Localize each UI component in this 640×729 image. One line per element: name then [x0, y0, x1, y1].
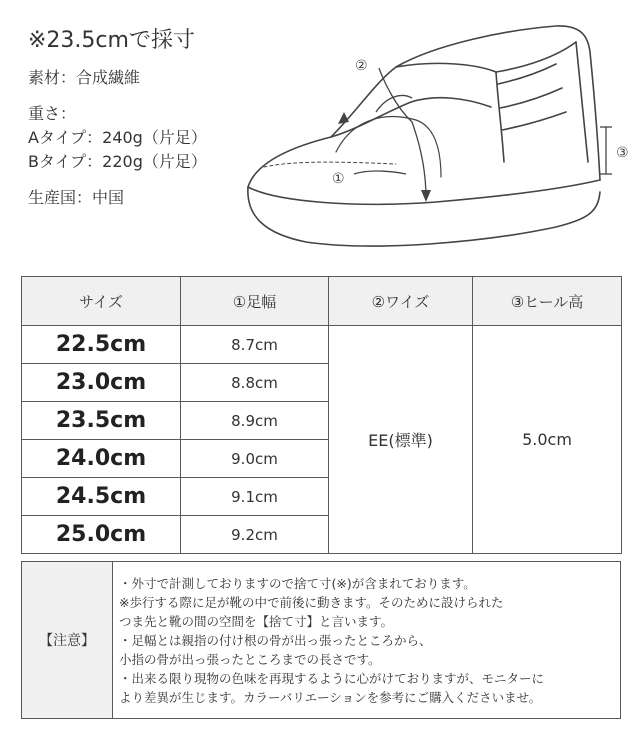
weight-label: 重さ： [28, 104, 77, 123]
header-heel-height: ③ヒール高 [473, 277, 622, 326]
note-line: ・出来る限り現物の色味を再現するように心がけておりますが、モニターに [119, 670, 545, 686]
width-cell: 9.1cm [181, 478, 329, 516]
wise-cell: EE(標準) [329, 326, 473, 554]
notes-label: 【注意】 [22, 562, 113, 719]
notes-table [21, 561, 621, 719]
size-cell: 24.5cm [22, 478, 181, 516]
marker-1: ① [332, 171, 345, 187]
product-info [28, 26, 268, 210]
width-cell: 9.2cm [181, 516, 329, 554]
header-wise: ②ワイズ [329, 277, 473, 326]
shoe-illustration [236, 12, 640, 262]
note-line: つま先と靴の間の空間を【捨て寸】と言います。 [119, 613, 394, 629]
width-cell: 8.7cm [181, 326, 329, 364]
header-size: サイズ [22, 277, 181, 326]
width-cell: 8.8cm [181, 364, 329, 402]
marker-2: ② [355, 58, 368, 74]
note-line: 小指の骨が出っ張ったところまでの長さです。 [119, 651, 381, 667]
measure-note: ※23.5cmで採寸 [28, 28, 195, 53]
origin-text: 生産国：中国 [28, 188, 125, 207]
size-cell: 25.0cm [22, 516, 181, 554]
width-cell: 9.0cm [181, 440, 329, 478]
material-text: 素材：合成繊維 [28, 68, 141, 87]
size-table [21, 276, 622, 554]
header-foot-width: ①足幅 [181, 277, 329, 326]
note-line: ※歩行する際に足が靴の中で前後に動きます。そのために設けられた [119, 594, 504, 610]
note-line: ・外寸で計測しておりますので捨て寸(※)が含まれております。 [119, 575, 476, 591]
notes-text [113, 562, 621, 719]
size-cell: 22.5cm [22, 326, 181, 364]
size-table-header [22, 277, 622, 326]
note-line: ・足幅とは親指の付け根の骨が出っ張ったところから、 [119, 632, 432, 648]
table-row [22, 326, 622, 364]
weight-block [28, 102, 268, 174]
size-cell: 24.0cm [22, 440, 181, 478]
weight-b-text: Bタイプ：220g（片足） [28, 152, 207, 171]
width-cell: 8.9cm [181, 402, 329, 440]
note-line: より差異が生じます。カラーバリエーションを参考にご購入くださいませ。 [119, 689, 542, 705]
weight-a-text: Aタイプ：240g（片足） [28, 128, 207, 147]
heel-cell: 5.0cm [473, 326, 622, 554]
size-cell: 23.0cm [22, 364, 181, 402]
size-cell: 23.5cm [22, 402, 181, 440]
marker-3: ③ [616, 145, 629, 161]
